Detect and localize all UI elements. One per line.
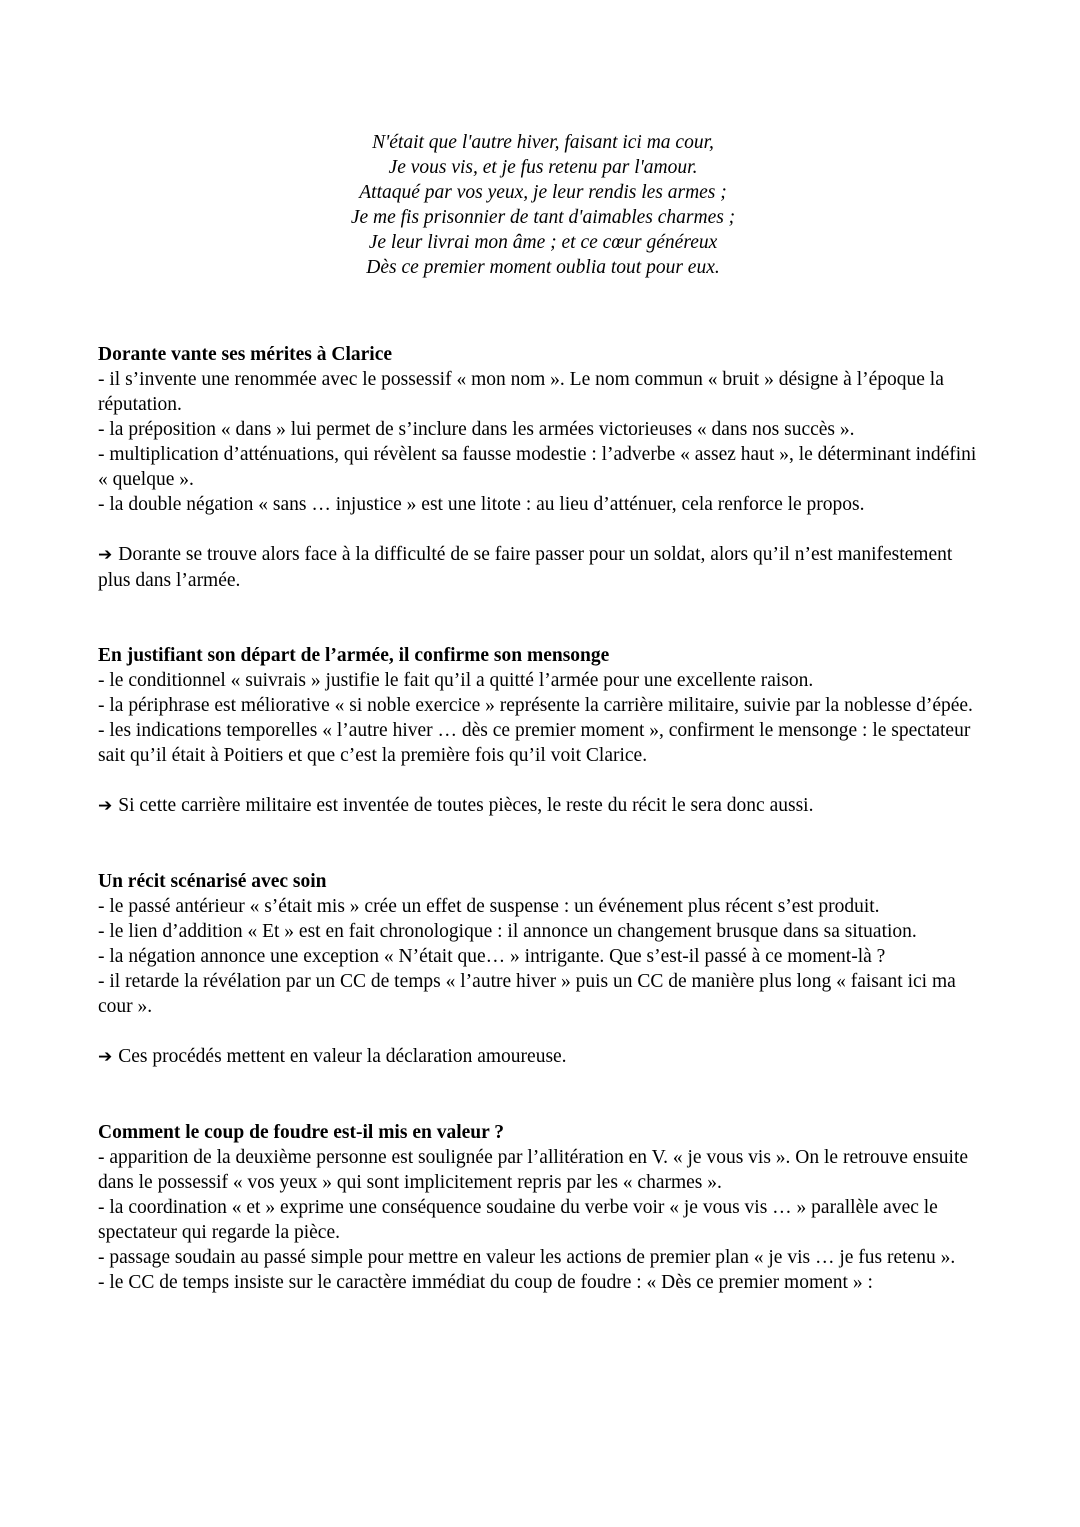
right-arrow-icon: ➔ bbox=[98, 1047, 113, 1067]
analysis-point: - la périphrase est méliorative « si noble exercice » représente la carrière militaire, suivie par la noblesse d’épée. bbox=[98, 695, 973, 716]
analysis-point: - la préposition « dans » lui permet de s’inclure dans les armées victorieuses « dans nos succès ». bbox=[98, 419, 855, 440]
section-recit-scenarise bbox=[98, 869, 988, 1070]
analysis-point: - les indications temporelles « l’autre hiver … dès ce premier moment », confirment le mensonge : le spectateur sait qu’il était à Poitiers et que c’est la première fois qu’il voit Clarice. bbox=[98, 720, 971, 766]
section-dorante-merites bbox=[98, 342, 988, 593]
analysis-point: - il s’invente une renommée avec le possessif « mon nom ». Le nom commun « bruit » désigne à l’époque la réputation. bbox=[98, 369, 944, 415]
conclusion-text: Ces procédés mettent en valeur la déclaration amoureuse. bbox=[118, 1046, 567, 1067]
conclusion-text: Dorante se trouve alors face à la difficulté de se faire passer pour un soldat, alors qu’il n’est manifestement plus dans l’armée. bbox=[98, 544, 953, 591]
poem-verse: N'était que l'autre hiver, faisant ici ma cour, bbox=[372, 132, 714, 153]
section-conclusion bbox=[98, 793, 988, 819]
analysis-point: - apparition de la deuxième personne est soulignée par l’allitération en V. « je vous vis ». On le retrouve ensuite dans le possessif « vos yeux » qui sont implicitement repris par les « charmes ». bbox=[98, 1147, 969, 1193]
analysis-point: - le CC de temps insiste sur le caractère immédiat du coup de foudre : « Dès ce premier moment » : bbox=[98, 1272, 873, 1293]
analysis-point: - le passé antérieur « s’était mis » crée un effet de suspense : un événement plus récent s’est produit. bbox=[98, 896, 880, 917]
section-conclusion bbox=[98, 542, 988, 593]
analysis-point: - la négation annonce une exception « N’était que… » intrigante. Que s’est-il passé à ce moment-là ? bbox=[98, 946, 886, 967]
conclusion-text: Si cette carrière militaire est inventée de toutes pièces, le reste du récit le sera donc aussi. bbox=[118, 795, 814, 816]
analysis-point: - passage soudain au passé simple pour mettre en valeur les actions de premier plan « je vis … je fus retenu ». bbox=[98, 1247, 956, 1268]
analysis-point: - la double négation « sans … injustice » est une litote : au lieu d’atténuer, cela renforce le propos. bbox=[98, 494, 865, 515]
poem-verse: Attaqué par vos yeux, je leur rendis les armes ; bbox=[359, 182, 727, 203]
analysis-point: - le lien d’addition « Et » est en fait chronologique : il annonce un changement brusque dans sa situation. bbox=[98, 921, 917, 942]
analysis-point: - multiplication d’atténuations, qui révèlent sa fausse modestie : l’adverbe « assez haut », le déterminant indéfini « quelque ». bbox=[98, 444, 977, 490]
section-heading: En justifiant son départ de l’armée, il confirme son mensonge bbox=[98, 645, 610, 666]
analysis-point: - il retarde la révélation par un CC de temps « l’autre hiver » puis un CC de manière plus long « faisant ici ma cour ». bbox=[98, 971, 956, 1017]
poem-verse: Dès ce premier moment oublia tout pour eux. bbox=[366, 257, 720, 278]
section-coup-de-foudre bbox=[98, 1120, 988, 1295]
right-arrow-icon: ➔ bbox=[98, 796, 113, 816]
poem-excerpt bbox=[98, 130, 988, 280]
section-heading: Un récit scénarisé avec soin bbox=[98, 871, 327, 892]
section-heading: Dorante vante ses mérites à Clarice bbox=[98, 344, 393, 365]
analysis-point: - la coordination « et » exprime une conséquence soudaine du verbe voir « je vous vis … » parallèle avec le spectateur qui regarde la pièce. bbox=[98, 1197, 938, 1243]
document-page bbox=[98, 130, 988, 1345]
poem-verse: Je vous vis, et je fus retenu par l'amour. bbox=[388, 157, 698, 178]
analysis-point: - le conditionnel « suivrais » justifie le fait qu’il a quitté l’armée pour une excellente raison. bbox=[98, 670, 814, 691]
section-heading: Comment le coup de foudre est-il mis en valeur ? bbox=[98, 1122, 505, 1143]
right-arrow-icon: ➔ bbox=[98, 545, 113, 565]
poem-verse: Je me fis prisonnier de tant d'aimables charmes ; bbox=[350, 207, 736, 228]
poem-verse: Je leur livrai mon âme ; et ce cœur généreux bbox=[368, 232, 718, 253]
section-conclusion bbox=[98, 1044, 988, 1070]
section-depart-armee bbox=[98, 643, 988, 819]
